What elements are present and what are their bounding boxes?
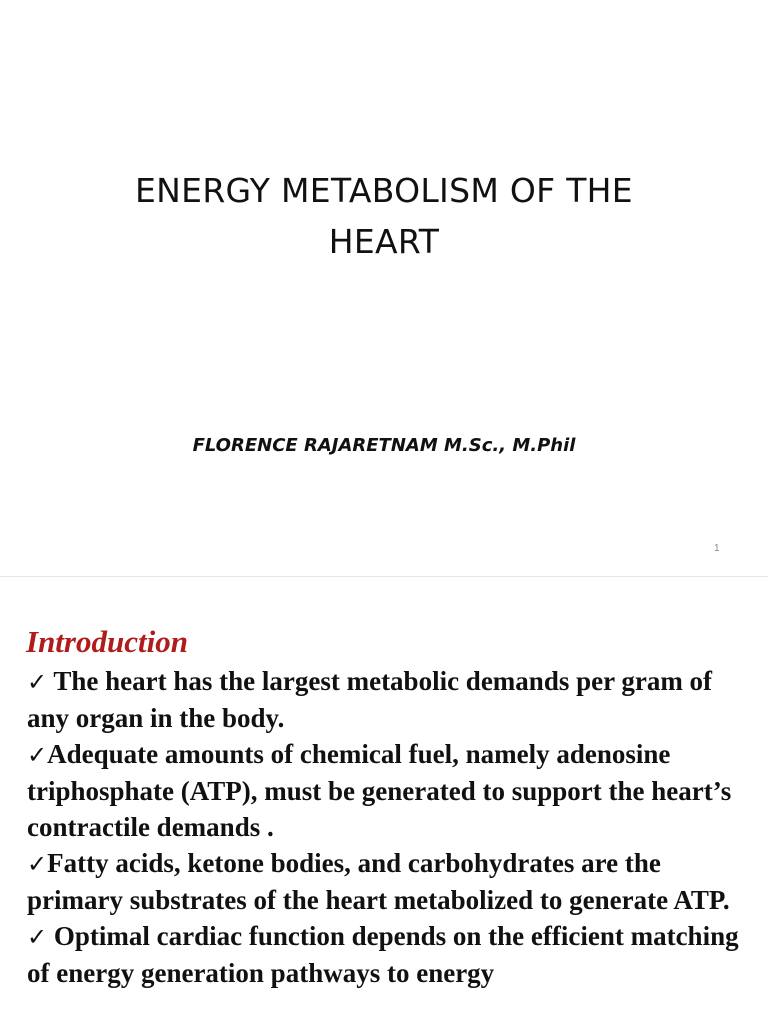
section-heading: Introduction (26, 624, 188, 659)
bullet-item (27, 845, 757, 918)
checkmark-icon: ✓ (27, 923, 48, 951)
page-number: 1 (714, 543, 720, 554)
bullet-text: Adequate amounts of chemical fuel, namely adenosine triphosphate (ATP), must be generated to support the heart’s contractile demands . (27, 739, 732, 842)
slide-title-line-2: HEART (328, 222, 440, 261)
bullet-text: Optimal cardiac function depends on the efficient matching of energy generation pathways to energy (27, 921, 739, 988)
checkmark-icon: ✓ (27, 850, 48, 878)
checkmark-icon: ✓ (27, 741, 48, 769)
bullet-list (27, 663, 757, 991)
author-name: FLORENCE RAJARETNAM M.Sc., M.Phil (192, 435, 576, 456)
bullet-item (27, 918, 757, 991)
slide-title-line-1: ENERGY METABOLISM OF THE (135, 171, 633, 210)
bullet-text: Fatty acids, ketone bodies, and carbohydrates are the primary substrates of the heart metabolized to generate ATP. (27, 848, 730, 915)
checkmark-icon: ✓ (27, 668, 48, 696)
bullet-text: The heart has the largest metabolic demands per gram of any organ in the body. (27, 666, 713, 733)
bullet-item (27, 663, 757, 736)
bullet-item (27, 736, 757, 845)
